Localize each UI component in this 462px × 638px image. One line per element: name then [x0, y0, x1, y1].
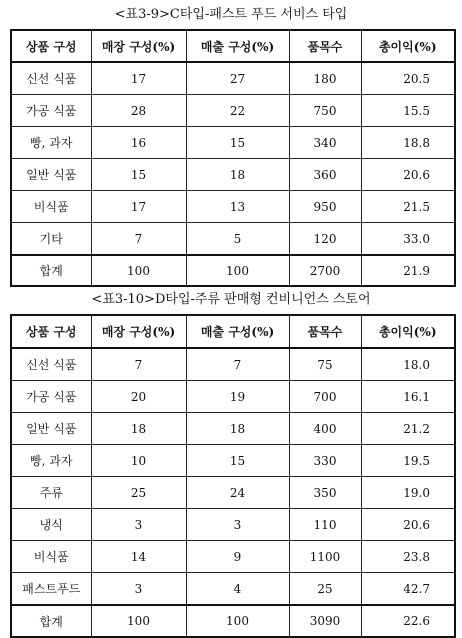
table2-body	[11, 348, 455, 637]
value-cell: 700	[289, 381, 361, 413]
column-header: 매출 구성(%)	[186, 30, 289, 62]
category-cell: 합계	[11, 605, 91, 637]
value-cell: 25	[91, 477, 186, 509]
category-cell: 패스트푸드	[11, 573, 91, 606]
value-cell: 22.6	[361, 605, 455, 637]
value-cell: 100	[91, 255, 186, 286]
value-cell: 20.6	[361, 159, 455, 191]
category-cell: 가공 식품	[11, 95, 91, 127]
value-cell: 15	[91, 159, 186, 191]
value-cell: 350	[289, 477, 361, 509]
category-cell: 신선 식품	[11, 348, 91, 381]
value-cell: 22	[186, 95, 289, 127]
value-cell: 16	[91, 127, 186, 159]
value-cell: 20.6	[361, 509, 455, 541]
category-cell: 비식품	[11, 191, 91, 223]
value-cell: 3	[186, 509, 289, 541]
table-row	[11, 413, 455, 445]
table-row	[11, 509, 455, 541]
value-cell: 19	[186, 381, 289, 413]
value-cell: 360	[289, 159, 361, 191]
category-cell: 일반 식품	[11, 413, 91, 445]
value-cell: 750	[289, 95, 361, 127]
table1-caption: <표3-9>C타입-패스트 푸드 서비스 타입	[114, 7, 348, 22]
value-cell: 17	[91, 191, 186, 223]
value-cell: 180	[289, 62, 361, 95]
table-row	[11, 348, 455, 381]
column-header: 품목수	[289, 30, 361, 62]
category-cell: 빵, 과자	[11, 127, 91, 159]
table-row	[11, 445, 455, 477]
value-cell: 21.2	[361, 413, 455, 445]
category-cell: 신선 식품	[11, 62, 91, 95]
value-cell: 17	[91, 62, 186, 95]
value-cell: 23.8	[361, 541, 455, 573]
value-cell: 9	[186, 541, 289, 573]
value-cell: 27	[186, 62, 289, 95]
value-cell: 100	[186, 605, 289, 637]
table-row	[11, 223, 455, 256]
category-cell: 주류	[11, 477, 91, 509]
value-cell: 330	[289, 445, 361, 477]
category-cell: 가공 식품	[11, 381, 91, 413]
table-row	[11, 62, 455, 95]
value-cell: 15	[186, 445, 289, 477]
table-row	[11, 95, 455, 127]
column-header: 매출 구성(%)	[186, 315, 289, 348]
value-cell: 33.0	[361, 223, 455, 256]
table-row	[11, 127, 455, 159]
total-row	[11, 255, 455, 286]
column-header: 상품 구성	[11, 315, 91, 348]
table1-body	[11, 62, 455, 286]
value-cell: 42.7	[361, 573, 455, 606]
value-cell: 3	[91, 573, 186, 606]
value-cell: 18	[91, 413, 186, 445]
table-row	[11, 381, 455, 413]
value-cell: 18.0	[361, 348, 455, 381]
category-cell: 빵, 과자	[11, 445, 91, 477]
value-cell: 7	[91, 348, 186, 381]
total-row	[11, 605, 455, 637]
table2	[10, 314, 456, 638]
value-cell: 19.0	[361, 477, 455, 509]
value-cell: 15.5	[361, 95, 455, 127]
table-row	[11, 573, 455, 606]
value-cell: 18.8	[361, 127, 455, 159]
value-cell: 16.1	[361, 381, 455, 413]
column-header: 총이익(%)	[361, 315, 455, 348]
table1-header	[11, 30, 455, 62]
value-cell: 7	[91, 223, 186, 256]
category-cell: 합계	[11, 255, 91, 286]
table2-header	[11, 315, 455, 348]
value-cell: 100	[91, 605, 186, 637]
value-cell: 400	[289, 413, 361, 445]
value-cell: 10	[91, 445, 186, 477]
value-cell: 18	[186, 413, 289, 445]
table1	[10, 29, 456, 287]
table-row	[11, 159, 455, 191]
column-header: 매장 구성(%)	[91, 30, 186, 62]
value-cell: 20	[91, 381, 186, 413]
value-cell: 1100	[289, 541, 361, 573]
value-cell: 75	[289, 348, 361, 381]
value-cell: 950	[289, 191, 361, 223]
value-cell: 19.5	[361, 445, 455, 477]
value-cell: 340	[289, 127, 361, 159]
value-cell: 3090	[289, 605, 361, 637]
table2-caption: <표3-10>D타입-주류 판매형 컨비니언스 스토어	[91, 292, 371, 307]
table-row	[11, 191, 455, 223]
value-cell: 20.5	[361, 62, 455, 95]
category-cell: 냉식	[11, 509, 91, 541]
value-cell: 13	[186, 191, 289, 223]
value-cell: 100	[186, 255, 289, 286]
value-cell: 5	[186, 223, 289, 256]
value-cell: 4	[186, 573, 289, 606]
value-cell: 18	[186, 159, 289, 191]
column-header: 총이익(%)	[361, 30, 455, 62]
category-cell: 일반 식품	[11, 159, 91, 191]
table-row	[11, 541, 455, 573]
table-row	[11, 477, 455, 509]
value-cell: 7	[186, 348, 289, 381]
value-cell: 3	[91, 509, 186, 541]
value-cell: 15	[186, 127, 289, 159]
column-header: 매장 구성(%)	[91, 315, 186, 348]
category-cell: 비식품	[11, 541, 91, 573]
value-cell: 21.5	[361, 191, 455, 223]
value-cell: 28	[91, 95, 186, 127]
value-cell: 25	[289, 573, 361, 606]
value-cell: 24	[186, 477, 289, 509]
value-cell: 2700	[289, 255, 361, 286]
value-cell: 14	[91, 541, 186, 573]
value-cell: 120	[289, 223, 361, 256]
value-cell: 21.9	[361, 255, 455, 286]
category-cell: 기타	[11, 223, 91, 256]
value-cell: 110	[289, 509, 361, 541]
column-header: 상품 구성	[11, 30, 91, 62]
column-header: 품목수	[289, 315, 361, 348]
